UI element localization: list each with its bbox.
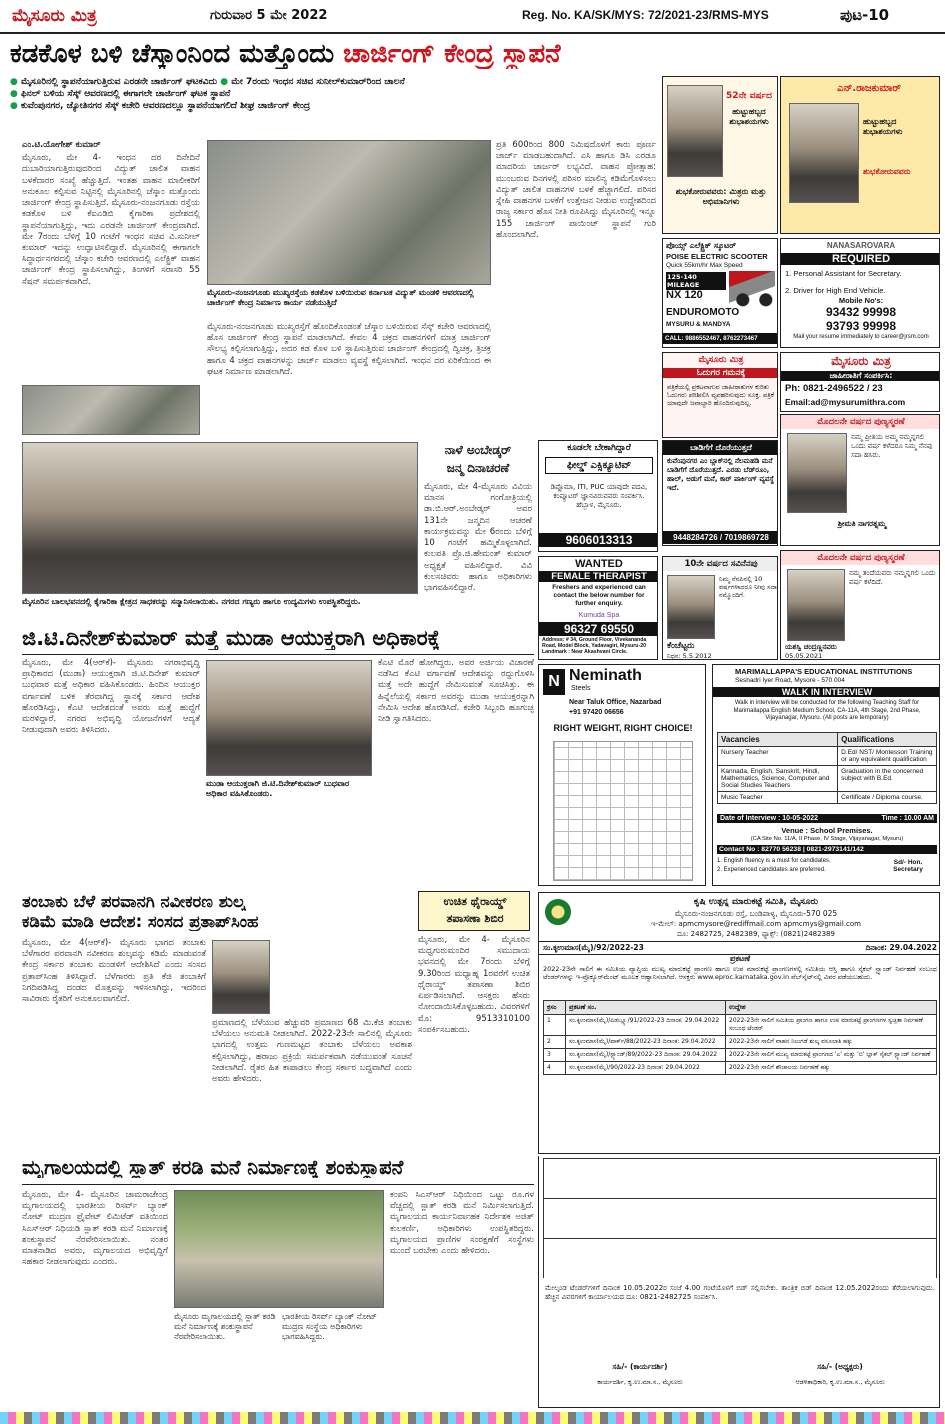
table-row: Music Teacher Certificate / Diploma course. <box>718 792 937 804</box>
tender-ref: ಸಂ.ಕೃಉಮಾಸ(ಮೈ)/92/2022-23 <box>543 943 644 952</box>
zoo-photo-caption-1: ಮೈಸೂರು ಮೃಗಾಲಯದಲ್ಲಿ ಸ್ಲಾತ್ ಕರಡಿ ಮನೆ ನಿರ್ಮಾಣಕ್ಕೆ ಶಂಕುಸ್ಥಾಪನೆ ನೆರವೇರಿಸಲಾಯಿತು. <box>174 1312 276 1341</box>
required-ad <box>780 238 940 348</box>
portrait-photo <box>787 433 847 513</box>
electric-scooter-ad <box>662 238 778 348</box>
birthday-ad-1-title: 52ನೇ ವರ್ಷದ <box>726 91 772 101</box>
obituary-3-body: ನಮ್ಮ ತಂದೆಯವರು ನಮ್ಮನ್ನಗಲಿ ಒಂದು ವರ್ಷ ಕಳೆದಿದೆ. <box>849 569 936 587</box>
rent-ad <box>662 440 778 546</box>
zoo-column-1: ಮೈಸೂರು, ಮೇ 4- ಮೈಸೂರಿನ ಚಾಮರಾಜೇಂದ್ರ ಮೃಗಾಲಯದಲ್ಲಿ ಭಾರತೀಯ ರಿಸರ್ವ್ ಬ್ಯಾಂಕ್ ನೋಟ್ ಮುದ್ರಣ ಪ್ರೈವೇಟ್ ಲಿಮಿಟೆಡ್ ವತಿಯಿಂದ ಸಿಎಸ್‌ಆರ್ ನಿಧಿಯಡಿ ಸ್ಲಾತ್ ಕರಡಿ ಮನೆ ನಿರ್ಮಾಣಕ್ಕೆ ಶಂಕುಸ್ಥಾಪನೆ ನೆರವೇರಿಸಲಾಯಿತು. ನಂತರ ಮಾತನಾಡಿದ ಅವರು, ಮೃಗಾಲಯದ ಅಭಿವೃದ್ಧಿಗೆ ಸಹಕಾರ ನೀಡಲಾಗುವುದು ಎಂದರು. <box>22 1190 168 1268</box>
tender-table-continued <box>543 1158 937 1278</box>
page-number: ಪುಟ-10 <box>840 6 890 24</box>
therapist-ad-body: Freshers and experienced can contact the below number for further enquiry. <box>552 584 646 608</box>
lead-column-3: ಪ್ರತಿ 600ರಿಂದ 800 ನಿಮಿಷದೊಳಗೆ ಕಾರು ಪೂರ್ಣ ಚಾರ್ಜ್ ಮಾಡಬಹುದಾಗಿದೆ. ಎಸಿ ಹಾಗೂ ಡಿಸಿ ಎರಡೂ ಮಾದರಿಯ ಚಾರ್ಜರ್ ಲಭ್ಯವಿದೆ. ವಾಹನ ಪ್ರೋತ್ಸಾಹ: ಮುಂಬರುವ ದಿನಗಳಲ್ಲಿ ಪರಿಸರ ಮಾಲಿನ್ಯ ಕಡಿಮೆಗೊಳಿಸಲು ವಿದ್ಯುತ್ ಚಾಲಿತ ವಾಹನಗಳ ಬಳಕೆ ಹೆಚ್ಚಾಗಲಿದೆ. ಪರಿಸರ ಸ್ನೇಹಿ ವಾಹನಗಳ ಬಳಕೆಗೆ ಉತ್ತೇಜನ ನೀಡುವ ಉದ್ದೇಶದಿಂದ ರಾಜ್ಯ ಸರ್ಕಾರ ಹೊಸ ನೀತಿ ರೂಪಿಸಿದ್ದು ಮೈಸೂರಿನಲ್ಲಿ ಇನ್ನೂ 155 ಚಾರ್ಜಿಂಗ್ ಪಾಯಿಂಟ್ ಸ್ಥಾಪನೆ ಗುರಿ ಹೊಂದಲಾಗಿದೆ. <box>496 140 656 240</box>
tobacco-column-2: ಪ್ರಮಾಣದಲ್ಲಿ ಬೆಳೆಯುವ ಹೆಚ್ಚುವರಿ ಪ್ರಮಾಣದ 68 ಮಿ.ಕೆಜಿ ತಂಬಾಕು ಬೆಳೆಯಲು ಅನುಮತಿ ನೀಡಲಾಗಿದೆ. 2022-23ನೇ ಸಾಲಿನಲ್ಲಿ ಮೈಸೂರು ಭಾಗದಲ್ಲಿ ಉತ್ತಮ ಗುಣಮಟ್ಟದ ತಂಬಾಕು ಬೆಳೆಯಲು ಅವಕಾಶ ಕಲ್ಪಿಸಲಾಗಿದ್ದು, ಹರಾಜು ಪ್ರಕ್ರಿಯೆ ಸಮರ್ಪಕವಾಗಿ ನಡೆಯುವಂತೆ ಸೂಚನೆ ನೀಡಲಾಗಿದೆ. ರೈತರ ಹಿತ ಕಾಪಾಡಲು ಕೇಂದ್ರ ಸರ್ಕಾರ ಬದ್ಧವಾಗಿದೆ ಎಂದು ಅವರು ಹೇಳಿದರು. <box>212 1018 412 1085</box>
scooter-ad-mileage: 125-140 MILEAGE <box>666 272 726 290</box>
ambedkar-headline-1: ನಾಳೆ ಅಂಬೇಡ್ಕರ್ <box>444 443 512 457</box>
apmc-tender-notice-lower <box>538 1156 940 1408</box>
required-ad-title: REQUIRED <box>781 253 940 265</box>
zoo-column-2: ಕಂಪನಿ ಸಿಎಸ್‌ಆರ್ ನಿಧಿಯಿಂದ ಒಟ್ಟು ರೂ.ಗಳ ವೆಚ್ಚದಲ್ಲಿ ಸ್ಲಾತ್ ಕರಡಿ ಮನೆ ನಿರ್ಮಿಸಲಾಗುತ್ತಿದೆ. ಮೃಗಾಲಯದ ಕಾರ್ಯನಿರ್ವಾಹಕ ನಿರ್ದೇಶಕ ಅಜಿತ್ ಕುಲಕರ್ಣಿ, ಅಧಿಕಾರಿಗಳು ಉಪಸ್ಥಿತರಿದ್ದರು. ಮೃಗಾಲಯದ ಪ್ರಾಣಿಗಳ ಸಂರಕ್ಷಣೆಗೆ ಸಂಸ್ಥೆಗಳು ಮುಂದೆ ಬರಬೇಕು ಎಂದು ಹೇಳಿದರು. <box>390 1190 534 1257</box>
divider <box>22 654 534 655</box>
interview-date-bar <box>717 814 937 823</box>
scooter-ad-location: MYSURU & MANDYA <box>666 321 731 328</box>
tender-sign-left-title: ಕಾರ್ಯದರ್ಶಿ, ಕೃ.ಉ.ಮಾ.ಸ., ಮೈಸೂರು <box>597 1378 683 1386</box>
tender-address: ಮೈಸೂರು-ನಂಜನಗೂಡು ರಸ್ತೆ, ಬಂಡಿಪಾಳ್ಯ, ಮೈಸೂರು-570 025 <box>674 909 838 918</box>
tender-table <box>543 1000 937 1075</box>
interview-venue-address: (CA Site No. 11/A, II Phase, IV Stage, Vijayanagar, Mysuru) <box>750 836 904 842</box>
readers-notice-ad <box>662 352 778 438</box>
birthday-ad-2-name: ಎನ್.ರಾಜಕುಮಾರ್ <box>837 83 901 94</box>
therapist-ad-address: Address: # 34, Ground Floor, Vivekananda Road, Model Block, Yadavagiri, Mysuru-20 Landmark : Near Akashvani Circle. <box>542 637 647 656</box>
thyroid-camp-headline-1: ಉಚಿತ ಥೈರಾಯ್ಡ್ <box>443 895 507 908</box>
tender-ref-bar <box>539 941 940 955</box>
dinesh-photo <box>206 660 372 776</box>
neminath-ad <box>538 664 706 886</box>
neminath-phone: +91 97420 06656 <box>569 709 624 716</box>
neminath-address: Near Taluk Office, Nazarbad <box>569 699 662 706</box>
required-ad-mobile-1: 93432 99998 <box>825 305 897 319</box>
obituary-ad-3 <box>780 550 940 660</box>
apmc-logo-icon <box>545 899 571 925</box>
zoo-headline: ಮೃಗಾಲಯದಲ್ಲಿ ಸ್ಲಾತ್ ಕರಡಿ ಮನೆ ನಿರ್ಮಾಣಕ್ಕೆ ಶಂಕುಸ್ಥಾಪನೆ <box>22 1157 404 1179</box>
readers-notice-body: ಪತ್ರಿಕೆಯಲ್ಲಿ ಪ್ರಕಟವಾಗುವ ಜಾಹೀರಾತುಗಳ ಕುರಿತು ಓದುಗರು ಪರಿಶೀಲಿಸಿ ವ್ಯವಹರಿಸುವುದು ಸೂಕ್ತ. ಪತ್ರಿಕೆ ಯಾವುದೇ ಜವಾಬ್ದಾರಿ ಹೊಂದಿರುವುದಿಲ್ಲ. <box>667 383 775 408</box>
interview-sign: Sd/- Hon. Secretary <box>893 859 923 873</box>
required-ad-line1: 1. Personal Assistant for Secretary. <box>785 269 902 278</box>
dinesh-column-2: ಕೆಎಟಿ ಮೊರೆ ಹೋಗಿದ್ದರು. ಅವರ ಅರ್ಜಿಯ ವಿಚಾರಣೆ ನಡೆಸಿದ ಕೆಎಟಿ ವರ್ಗಾವಣೆ ಆದೇಶವನ್ನು ರದ್ದುಗೊಳಿಸಿ ಮತ್ತೆ ಅದೇ ಹುದ್ದೆಗೆ ನೇಮಿಸುವಂತೆ ಸೂಚಿಸಿತ್ತು. ಈ ಹಿನ್ನೆಲೆಯಲ್ಲಿ ಸರ್ಕಾರ ಅವರನ್ನು ಮುಡಾ ಆಯುಕ್ತರನ್ನಾಗಿ ನೇಮಿಸಿ ಆದೇಶ ಹೊರಡಿಸಿದೆ. ಕಚೇರಿ ಸಿಬ್ಬಂದಿ ಹೂಗುಚ್ಛ ನೀಡಿ ಸ್ವಾಗತಿಸಿದರು. <box>378 658 534 725</box>
tobacco-column-1: ಮೈಸೂರು, ಮೇ 4(ಆರ್‌ಕೆ)- ಮೈಸೂರು ಭಾಗದ ತಂಬಾಕು ಬೆಳೆಗಾರರ ಪರವಾನಗಿ ನವೀಕರಣ ಶುಲ್ಕವನ್ನು ಕಡಿಮೆ ಮಾಡುವಂತೆ ಕೇಂದ್ರ ಸರ್ಕಾರ ತಂಬಾಕು ಮಂಡಳಿಗೆ ಆದೇಶಿಸಿದೆ ಎಂದು ಸಂಸದ ಪ್ರತಾಪ್‌ಸಿಂಹ ತಿಳಿಸಿದ್ದಾರೆ. ಬೆಳೆಗಾರರು ಪ್ರತಿ ಕೆಜಿ ತಂಬಾಕಿಗೆ ನಿಗದಿಪಡಿಸಿದ್ದ ದಂಡದ ಮೊತ್ತವನ್ನು ಇಳಿಸಲಾಗಿದ್ದು, ಇದರಿಂದ ಸಾವಿರಾರು ರೈತರಿಗೆ ಅನುಕೂಲವಾಗಲಿದೆ. <box>22 938 206 1005</box>
tender-email: ಇ-ಮೇಲ್: apmcmysore@rediffmail.com apmcmys@gmail.com <box>650 920 861 928</box>
scooter-image <box>729 271 775 307</box>
vacancy-ad-title: ಕೂಡಲೇ ಬೇಕಾಗಿದ್ದಾರೆ <box>567 443 631 453</box>
walk-in-interview-ad <box>712 664 940 886</box>
tobacco-headline-1: ತಂಬಾಕು ಬೆಳೆ ಪರವಾನಗಿ ನವೀಕರಣ ಶುಲ್ಕ <box>22 893 246 911</box>
print-registration-strip <box>0 1412 945 1424</box>
birthday-ad-2 <box>780 76 940 234</box>
interview-contact: Contact No : 82770 56238 | 0821-2973141/142 <box>717 845 937 854</box>
col-serial: ಕ್ರಸಂ <box>544 1001 566 1015</box>
lead-column-2: ಮೈಸೂರು-ನಂಜನಗೂಡು ಮುಖ್ಯರಸ್ತೆಗೆ ಹೊಂದಿಕೊಂಡಂತೆ ಚೆಸ್ಕಾಂ ಬಳಿಯಿರುವ ಸೆಸ್ಕ್ ಕಚೇರಿ ಆವರಣದಲ್ಲಿ ಹೊಸ ಚಾರ್ಜಿಂಗ್ ಕೇಂದ್ರ ಸ್ಥಾಪನೆ ಮಾಡಲಾಗಿದೆ. ಕೇವಲ 4 ಚಕ್ರದ ವಾಹನಗಳಿಗೆ ಮಾತ್ರ ಚಾರ್ಜಿಂಗ್ ಸೌಲಭ್ಯ ಕಲ್ಪಿಸಲಾಗುತ್ತಿದ್ದು, ಅದರ ಕಡ ಕೊಳ ಬಳಿ ಸ್ಥಾಪಿಸುತ್ತಿರುವ ಚಾರ್ಜಿಂಗ್ ಕೇಂದ್ರದಲ್ಲಿ ದ್ವಿಚಕ್ರ, ತ್ರಿಚಕ್ರ ಹಾಗೂ 4 ಚಕ್ರದ ವಾಹನಗಳನ್ನು ಚಾರ್ಜ್ ಮಾಡಲು ವ್ಯವಸ್ಥೆ ಕಲ್ಪಿಸಲಾಗಿದೆ. ಇಂಧನ ದರ ಏರಿಕೆಯಿಂದ ಈ ಘಟಕ ನಿರ್ಮಾಣ ಮಾಡಲಾಗಿದೆ. <box>207 322 491 377</box>
birthday-ad-2-sub: ಹುಟ್ಟುಹಬ್ಬದ ಶುಭಾಶಯಗಳು <box>863 117 903 136</box>
mitra-contact-sub: ಜಾಹೀರಾತಿಗೆ ಸಂಪರ್ಕಿಸಿ: <box>781 371 940 381</box>
obituary-ad-1 <box>780 414 940 546</box>
portrait-photo <box>787 569 845 641</box>
lead-bullet: ● ಕುವೆಂಪುನಗರ, ಜ್ಯೋತಿನಗರ ಸೆಸ್ಕ್ ಕಚೇರಿ ಆವರಣದಲ್ಲೂ ಸ್ಥಾಪನೆಯಾಗಲಿದೆ ಶೀಘ್ರ ಚಾರ್ಜಿಂಗ್ ಕೇಂದ್ರ <box>10 101 311 112</box>
tobacco-headline-2: ಕಡಿಮೆ ಮಾಡಿ ಆದೇಶ: ಸಂಸದ ಪ್ರತಾಪ್‌ಸಿಂಹ <box>22 913 259 931</box>
required-ad-mobile-label: Mobile No's: <box>838 296 884 305</box>
registration-number: Reg. No. KA/SK/MYS: 72/2021-23/RMS-MYS <box>522 8 769 22</box>
table-row: Kannada, English, Sanskrit, Hindi, Mathematics, Science, Computer and Social Studies Teachers Graduation in the concerned subject with B.Ed. <box>718 766 937 792</box>
interview-note-1: 1. English fluency is a must for candidates. <box>717 858 831 864</box>
neminath-brand: Neminath <box>569 667 642 684</box>
thyroid-camp-headline-box <box>418 891 530 931</box>
therapist-ad-brand: Kumuda Spa <box>578 612 620 619</box>
neminath-logo-icon: N <box>543 669 565 695</box>
portrait-photo <box>667 575 715 639</box>
rent-ad-title: ಬಾಡಿಗೆಗೆ ದೊರೆಯುತ್ತದೆ <box>663 441 778 455</box>
vacancy-ad <box>538 440 658 552</box>
lead-column-1 <box>22 140 200 380</box>
col-vacancies: Vacancies <box>718 733 838 747</box>
table-row: 1 ಸಂ.ಕೃಉಮಾಸ(ಮೈ)/ಪಿಡಬ್ಲ್ಯೂ/91/2022-23 ದಿನಾಂಕ: 29.04.2022 2022-23ನೇ ಸಾಲಿಗೆ ಸಮಿತಿಯ ಪ್ರಾಂಗಣ ಹಾಗೂ ಉಪ ಮಾರುಕಟ್ಟೆ ಪ್ರಾಂಗಣಗಳ ಸ್ವಚ್ಛತಾ ನಿರ್ವಹಣೆ ಸಂಬಂಧ ಟೆಂಡರ್ <box>544 1015 937 1036</box>
neminath-slogan: RIGHT WEIGHT, RIGHT CHOICE! <box>553 723 693 733</box>
issue-date: ಗುರುವಾರ 5 ಮೇ 2022 <box>210 8 328 23</box>
lead-column-1-text: ಮೈಸೂರು, ಮೇ 4- ಇಂಧನ ದರ ದಿನೇದಿನೆ ದುಬಾರಿಯಾಗುತ್ತಿರುವುದರಿಂದ ವಿದ್ಯುತ್ ಚಾಲಿತ ವಾಹನ ಬಳಕೆದಾರರ ಸಂಖ್ಯೆ ಹೆಚ್ಚುತ್ತಿದೆ. ಇಂತಹ ವಾಹನ ಮಾಲೀಕರಿಗೆ ಅನುಕೂಲ ಕಲ್ಪಿಸುವ ನಿಟ್ಟಿನಲ್ಲಿ ಮೈಸೂರಿನಲ್ಲಿ ಚೆಸ್ಕಾಂ ಮತ್ತೊಂದು ಚಾರ್ಜಿಂಗ್ ಕೇಂದ್ರ ಸ್ಥಾಪಿಸುತ್ತಿದೆ. ಮೈಸೂರು-ನಂಜನಗೂಡು ರಸ್ತೆಯ ಕಡಕೊಳ ಬಳಿ ಕೆಐಎಡಿಬಿ ಕೈಗಾರಿಕಾ ಪ್ರದೇಶದಲ್ಲಿ ಸ್ಥಾಪನೆಯಾಗುತ್ತಿದ್ದು, ಇದು ಎರಡನೇ ಚಾರ್ಜಿಂಗ್ ಕೇಂದ್ರವಾಗಿದೆ. ಮೇ 7ರಂದು ಬೆಳಿಗ್ಗೆ 10 ಗಂಟೆಗೆ ಇಂಧನ ಸಚಿವ ವಿ.ಸುನೀಲ್ ಕುಮಾರ್ ಇದನ್ನು ಉದ್ಘಾಟಿಸಲಿದ್ದಾರೆ. ಮೈಸೂರಿನಲ್ಲಿ ಈಗಾಗಲೇ ಸಿದ್ಧಾರ್ಥನಗರದಲ್ಲಿ ಚೆಸ್ಕಾಂ ಕಚೇರಿ ಆವರಣದಲ್ಲಿ ಎಲೆಕ್ಟ್ರಿಕ್ ವಾಹನ ಚಾರ್ಜಿಂಗ್ ಕೇಂದ್ರ ಸ್ಥಾಪಿಸಲಾಗಿದ್ದು, ತಿಂಗಳಿಗೆ ಸರಾಸರಿ 55 ಸೆಷನ್ ಸಮರ್ಪಕವಾಗಿದೆ. <box>22 153 200 287</box>
lead-photo <box>207 140 491 285</box>
mitra-contact-title: ಮೈಸೂರು ಮಿತ್ರ <box>831 354 891 368</box>
table-row: Nursery Teacher D.Ed/ NST/ Montessori Training or any equivalent qualification <box>718 747 937 766</box>
interview-date: Date of Interview : 10-05-2022 <box>720 815 819 822</box>
obituary-1-body: ನಮ್ಮ ಪ್ರೀತಿಯ ಅಮ್ಮ ನಮ್ಮನ್ನಗಲಿ ಒಂದು ವರ್ಷ ಕಳೆದರೂ ನಿಮ್ಮ ನೆನಪು ಸದಾ ಹಸಿರು. <box>851 433 933 460</box>
lead-headline-part1: ಕಡಕೊಳ ಬಳಿ ಚೆಸ್ಕಾಂನಿಂದ ಮತ್ತೊಂದು <box>10 40 344 69</box>
table-row: 4 ಸಂ.ಕೃಉಮಾಸ(ಮೈ)/90/2022-23 ದಿನಾಂಕ: 29.04.2022 2022-23ನೇ ಸಾಲಿಗೆ ಶೌಚಾಲಯ ನಿರ್ವಹಣೆ ಹಕ್ಕು <box>544 1062 937 1075</box>
birthday-ad-1 <box>662 76 778 234</box>
therapist-ad-title-1: WANTED <box>575 558 623 570</box>
apmc-tender-notice <box>538 892 940 1154</box>
lead-bullet: ● ಮೈಸೂರಿನಲ್ಲಿ ಸ್ಥಾಪನೆಯಾಗುತ್ತಿರುವ ಎರಡನೇ ಚಾರ್ಜಿಂಗ್ ಘಟಕವಿದು ● ಮೇ 7ರಂದು ಇಂಧನ ಸಚಿವ ಸುನೀಲ್‌ಕುಮಾರ್‌ರಿಂದ ಚಾಲನೆ <box>10 77 405 87</box>
felicitation-photo <box>22 442 418 594</box>
tender-subject: ಪ್ರಕಟಣೆ <box>729 954 751 963</box>
obituary-1-title: ಮೊದಲನೇ ವರ್ಷದ ಪುಣ್ಯಸ್ಮರಣೆ <box>781 415 940 429</box>
interview-intro: Walk in interview will be conducted for the following Teaching Staff for Marimallappa English Medium School, CA-11A, 4th Stage, 2nd Phase, Vijayanagar, Mysuru. (All posts are temporary) <box>733 700 921 721</box>
tender-schedule: ಮೇಲ್ಕಂಡ ಟೆಂಡರ್‌ಗಳಿಗೆ ದಿನಾಂಕ 10.05.2022ರ ಸಂಜೆ 4.00 ಗಂಟೆಯೊಳಗೆ ಬಿಡ್ ಸಲ್ಲಿಸಬೇಕು. ತಾಂತ್ರಿಕ ಬಿಡ್ ದಿನಾಂಕ 12.05.2022ರಂದು ತೆರೆಯಲಾಗುವುದು. ಹೆಚ್ಚಿನ ವಿವರಗಳಿಗೆ ಕಾರ್ಯಾಲಯದ ದೂ: 0821-2482725 ಸಂಪರ್ಕಿಸಿ. <box>545 1284 935 1302</box>
obituary-2-title: 10ನೇ ವರ್ಷದ ಸವಿನೆನಪು <box>663 557 778 571</box>
therapist-ad-title-2: FEMALE THERAPIST <box>539 571 658 582</box>
obituary-ad-2 <box>662 556 778 660</box>
vacancy-ad-body: ಡಿಪ್ಲೊಮಾ, ITI, PUC ಯಾವುದೇ ಪದವಿ, ಕಂಪ್ಯೂಟರ್ ಜ್ಞಾನವಿರುವವರು ಸಂಪರ್ಕಿಸಿ. ಹೆಬ್ಬಾಳ, ಮೈಸೂರು. <box>550 483 648 510</box>
building-sketch <box>553 741 693 881</box>
rent-ad-body: ಕುವೆಂಪುನಗರ ಎಂ ಬ್ಲಾಕ್‌ನಲ್ಲಿ ನೆಲಮಹಡಿ ಮನೆ ಬಾಡಿಗೆಗೆ ದೊರೆಯುತ್ತದೆ. ಎರಡು ಬೆಡ್‌ರೂಂ, ಹಾಲ್, ಅಡುಗೆ ಮನೆ, ಕಾರ್ ಪಾರ್ಕಿಂಗ್ ವ್ಯವಸ್ಥೆ ಇದೆ. <box>667 457 775 493</box>
tender-title: ಕೃಷಿ ಉತ್ಪನ್ನ ಮಾರುಕಟ್ಟೆ ಸಮಿತಿ, ಮೈಸೂರು <box>693 897 819 907</box>
scooter-ad-title: POISE ELECTRIC SCOOTER <box>666 252 768 261</box>
vacancy-ad-role: ಫೀಲ್ಡ್ ಎಕ್ಸಿಕ್ಯೂಟಿವ್ <box>545 457 653 474</box>
birthday-ad-1-sub: ಹುಟ್ಟುಹಬ್ಬದ ಶುಭಾಶಯಗಳು <box>729 107 769 126</box>
masthead <box>0 0 945 34</box>
table-row: 2 ಸಂ.ಕೃಉಮಾಸ(ಮೈ)/ಪಾರ್ಕ್/88/2022-23 ದಿನಾಂಕ: 29.04.2022 2022-23ನೇ ಸಾಲಿಗೆ ವಾಹನ ನಿಲುಗಡೆ ಶುಲ್ಕ ವಸೂಲಾತಿ ಹಕ್ಕು <box>544 1036 937 1049</box>
col-ref: ಪ್ರಕಟಣೆ ಸಂ. <box>566 1001 726 1015</box>
birthday-ad-1-foot: ಶುಭಕೋರುವವರು: ಮಿತ್ರರು ಮತ್ತು ಅಭಿಮಾನಿಗಳು <box>675 187 767 206</box>
scooter-ad-speed: Quick 55km/hr Max Speed <box>666 262 743 269</box>
dinesh-headline: ಜಿ.ಟಿ.ದಿನೇಶ್‌ಕುಮಾರ್ ಮತ್ತೆ ಮುಡಾ ಆಯುಕ್ತರಾಗಿ ಅಧಿಕಾರಕ್ಕೆ <box>22 627 440 650</box>
scooter-ad-phone: CALL: 9886552467, 8762273467 <box>663 333 778 344</box>
newspaper-logo: ಮೈಸೂರು ಮಿತ್ರ <box>12 6 97 26</box>
required-ad-line2: 2. Driver for High End Vehicle. <box>785 286 886 295</box>
obituary-3-name: ಯಶಸ್ವಿ ಚಂದ್ರಣ್ಣನವರು <box>785 643 837 651</box>
ambedkar-body: ಮೈಸೂರು, ಮೇ 4-ಮೈಸೂರು ವಿವಿಯ ಮಾನಸ ಗಂಗೋತ್ರಿಯಲ್ಲಿ ಡಾ.ಬಿ.ಆರ್.ಅಂಬೇಡ್ಕರ್ ಅವರ 131ನೇ ಜನ್ಮದಿನ ಆಚರಣೆ ಕಾರ್ಯಕ್ರಮವನ್ನು ಮೇ 6ರಂದು ಬೆಳಿಗ್ಗೆ 10 ಗಂಟೆಗೆ ಹಮ್ಮಿಕೊಳ್ಳಲಾಗಿದೆ. ಕುಲಪತಿ ಪ್ರೊ.ಜಿ.ಹೇಮಂತ್ ಕುಮಾರ್ ಅಧ್ಯಕ್ಷತೆ ವಹಿಸಲಿದ್ದಾರೆ. ವಿವಿ ಕುಲಸಚಿವರು ಹಾಗೂ ಅಧಿಕಾರಿಗಳು ಭಾಗವಹಿಸಲಿದ್ದಾರೆ. <box>424 482 532 593</box>
thyroid-camp-headline-2: ತಪಾಸಣಾ ಶಿಬಿರ <box>446 912 504 925</box>
ambedkar-headline-2: ಜನ್ಮ ದಿನಾಚರಣೆ <box>446 461 510 475</box>
vacancy-ad-phone: 9606013313 <box>539 533 658 547</box>
tender-sign-left: ಸಹಿ/- (ಕಾರ್ಯದರ್ಶಿ) <box>612 1362 668 1371</box>
felicitation-photo-caption: ಮೈಸೂರಿನ ಬಾಲಭವನದಲ್ಲಿ ಕೈಗಾರಿಕಾ ಕ್ಷೇತ್ರದ ಸಾಧಕರನ್ನು ಸನ್ಮಾನಿಸಲಾಯಿತು. ನಗರದ ಗಣ್ಯರು ಹಾಗೂ ಉದ್ಯಮಿಗಳು ಉಪಸ್ಥಿತರಿದ್ದರು. <box>22 597 361 606</box>
scooter-ad-model: NX 120 <box>666 289 703 301</box>
tender-ref-date: ದಿನಾಂಕ: 29.04.2022 <box>865 943 937 952</box>
lead-byline: ಎಂ.ಟಿ.ಯೋಗೇಶ್ ಕುಮಾರ್ <box>22 140 101 150</box>
divider <box>22 1184 534 1185</box>
lead-photo-secondary <box>22 385 200 435</box>
therapist-ad-phone: 96327 69550 <box>539 622 658 636</box>
neminath-sub: Steels <box>571 685 591 692</box>
mitra-contact-ad <box>780 352 940 412</box>
obituary-3-date: 05.05.2021 <box>785 652 823 660</box>
interview-time: Time : 10.00 AM <box>881 815 934 822</box>
col-qualifications: Qualifications <box>838 733 937 747</box>
interview-banner: WALK IN INTERVIEW <box>713 687 940 697</box>
required-ad-brand: NANASAROVARA <box>826 241 896 250</box>
lead-bullets <box>10 76 660 136</box>
obituary-2-date: ನಿಧನ: 5.5.2012 <box>667 652 712 660</box>
obituary-3-title: ಮೊದಲನೇ ವರ್ಷದ ಪುಣ್ಯಸ್ಮರಣೆ <box>781 551 940 565</box>
lead-headline-part2: ಚಾರ್ಜಿಂಗ್ ಕೇಂದ್ರ ಸ್ಥಾಪನೆ <box>343 40 561 69</box>
dinesh-photo-caption: ಮುಡಾ ಆಯುಕ್ತರಾಗಿ ಜಿ.ಟಿ.ದಿನೇಶ್‌ಕುಮಾರ್ ಬುಧವಾರ ಅಧಿಕಾರ ವಹಿಸಿಕೊಂಡರು. <box>206 779 350 798</box>
obituary-2-body: ನಿಮ್ಮ ನೆನಪಿನಲ್ಲಿ 10 ವರ್ಷಗಳಾದರೂ ನೀವು ಸದಾ ನಮ್ಮೊಂದಿಗೆ. <box>719 575 777 600</box>
birthday-ad-2-foot: ಶುಭಕೋರುವವರು <box>863 167 911 176</box>
lead-photo-caption: ಮೈಸೂರು-ನಂಜನಗೂಡು ಮುಖ್ಯರಸ್ತೆಯ ಕಡಕೊಳ ಬಳಿಯಿರುವ ಕರ್ನಾಟಕ ವಿದ್ಯುತ್ ಮಂಡಳಿ ಆವರಣದಲ್ಲಿ ಚಾರ್ಜಿಂಗ್ ಕೇಂದ್ರ ನಿರ್ಮಾಣ ಕಾರ್ಯ ನಡೆಯುತ್ತಿದೆ <box>207 288 474 307</box>
obituary-1-name: ಶ್ರೀಮತಿ ನಾಗರತ್ನಮ್ಮ <box>837 519 887 528</box>
dinesh-column-1: ಮೈಸೂರು, ಮೇ 4(ಆರ್‌ಕೆ)- ಮೈಸೂರು ನಗರಾಭಿವೃದ್ಧಿ ಪ್ರಾಧಿಕಾರದ (ಮುಡಾ) ಆಯುಕ್ತರಾಗಿ ಜಿ.ಟಿ.ದಿನೇಶ್ ಕುಮಾರ್ ಬುಧವಾರ ಮತ್ತೆ ಅಧಿಕಾರ ವಹಿಸಿಕೊಂಡರು. ಹಿಂದಿನ ಆಯುಕ್ತರ ವರ್ಗಾವಣೆ ಬಳಿಕ ತೆರವಾಗಿದ್ದ ಸ್ಥಾನಕ್ಕೆ ಸರ್ಕಾರ ಆದೇಶ ಹೊರಡಿಸಿದ್ದು, ಕೆಎಟಿ ಆದೇಶದಂತೆ ಅವರು ಮತ್ತೆ ಹುದ್ದೆಗೆ ಮರಳಿದ್ದಾರೆ. ನಗರದ ಅಭಿವೃದ್ಧಿ ಯೋಜನೆಗಳಿಗೆ ಆದ್ಯತೆ ನೀಡುವುದಾಗಿ ಅವರು ತಿಳಿಸಿದರು. <box>22 658 200 736</box>
tender-intro: 2022-23ನೇ ಸಾಲಿಗೆ ಈ ಸಮಿತಿಯ ವ್ಯಾಪ್ತಿಯ ಮುಖ್ಯ ಮಾರುಕಟ್ಟೆ ಪ್ರಾಂಗಣ ಹಾಗೂ ಉಪ ಮಾರುಕಟ್ಟೆ ಪ್ರಾಂಗಣಗಳಲ್ಲಿ ಸಮಿತಿಯ ಆಸ್ತಿ ಹಾಗೂ ಸೈಕಲ್ ಸ್ಟ್ಯಾಂಡ್ ನಿರ್ವಹಣೆ ಸಂಬಂಧ ಟೆಂಡರ್‌ಗಳನ್ನು ಇ-ಪ್ರೊಕ್ಯೂರ್‌ಮೆಂಟ್ ಮೂಲಕ ಆಹ್ವಾನಿಸಲಾಗಿದೆ. ಆಸಕ್ತರು www.eproc.karnataka.gov.in ವೆಬ್‌ಸೈಟ್‌ನಲ್ಲಿ ವಿವರ ಪಡೆಯಬಹುದು. <box>543 965 937 982</box>
obituary-2-name: ಕೆಂಚೆಟ್ಟರು <box>667 641 695 651</box>
mitra-contact-phone: Ph: 0821-2496522 / 23 <box>785 383 883 394</box>
table-row: 3 ಸಂ.ಕೃಉಮಾಸ(ಮೈ)/ಸ್ಟ್ಯಾಂಡ್/89/2022-23 ದಿನಾಂಕ: 29.04.2022 2022-23ನೇ ಸಾಲಿಗೆ ಮುಖ್ಯ ಮಾರುಕಟ್ಟೆ ಪ್ರಾಂಗಣದ 'ಎ' ಮತ್ತು 'ಬಿ' ಬ್ಲಾಕ್ ಸೈಕಲ್ ಸ್ಟ್ಯಾಂಡ್ ನಿರ್ವಹಣೆ <box>544 1049 937 1062</box>
portrait-photo <box>789 103 859 203</box>
zoo-photo-caption-2: ಭಾರತೀಯ ರಿಸರ್ವ್ ಬ್ಯಾಂಕ್ ನೋಟ್ ಮುದ್ರಣ ಸಂಸ್ಥೆಯ ಅಧಿಕಾರಿಗಳು ಭಾಗವಹಿಸಿದ್ದರು. <box>282 1312 377 1341</box>
rent-ad-phone: 9448284726 / 7019869728 <box>663 531 778 544</box>
required-ad-mobile-2: 93793 99998 <box>825 319 897 333</box>
lead-headline <box>10 40 660 69</box>
school-title: MARIMALLAPPA'S EDUCATIONAL INSTITUTIONS <box>735 667 913 676</box>
therapist-ad <box>538 556 658 660</box>
tender-phone: ದೂ: 2482725, 2482389, ಫ್ಯಾಕ್ಸ್: (0821)2482389 <box>677 930 835 938</box>
tender-sign-right: ಸಹಿ/- (ಅಧ್ಯಕ್ಷರು) <box>817 1362 863 1371</box>
interview-note-2: 2. Experienced candidates are preferred. <box>717 867 826 873</box>
interview-venue: Venue : School Premises. <box>781 826 873 835</box>
lead-bullet: ● ಫಿನಲ್ ಬಳಿಯ ಸೆಸ್ಕ್ ಆವರಣದಲ್ಲಿ ಈಗಾಗಲೇ ಚಾರ್ಜಿಂಗ್ ಘಟಕ ಸ್ಥಾಪನೆ <box>10 89 231 100</box>
school-address: Seshadri Iyer Road, Mysore - 570 004 <box>735 677 845 684</box>
scooter-ad-brand: ENDUROMOTO <box>666 307 740 318</box>
readers-notice-sub: ಓದುಗರ ಗಮನಕ್ಕೆ <box>663 368 778 378</box>
tender-sign-right-title: ಆಡಳಿತಾಧಿಕಾರಿ, ಕೃ.ಉ.ಮಾ.ಸ., ಮೈಸೂರು <box>795 1378 885 1386</box>
col-purpose: ಉದ್ದೇಶ <box>726 1001 937 1015</box>
zoo-photo <box>174 1190 384 1308</box>
thyroid-camp-body: ಮೈಸೂರು, ಮೇ 4- ಮೈಸೂರಿನ ಮಧ್ವಗುರುಮಂದಿರ ಸಮುದಾಯ ಭವನದಲ್ಲಿ ಮೇ 7ರಂದು ಬೆಳಿಗ್ಗೆ 9.30ರಿಂದ ಮಧ್ಯಾಹ್ನ 1ರವರೆಗೆ ಉಚಿತ ಥೈರಾಯ್ಡ್ ತಪಾಸಣಾ ಶಿಬಿರ ಏರ್ಪಡಿಸಲಾಗಿದೆ. ಆಸಕ್ತರು ಹೆಸರು ನೋಂದಾಯಿಸಿಕೊಳ್ಳಬಹುದು. ವಿವರಗಳಿಗೆ ಮೊ: 9513310100 ಸಂಪರ್ಕಿಸಬಹುದು. <box>418 935 530 1035</box>
required-ad-mail: Mail your resume immediately to career@jrsm.com <box>793 334 929 340</box>
tobacco-column-2-top <box>274 938 412 1016</box>
vacancy-table <box>717 732 937 804</box>
pratap-simha-photo <box>212 940 270 1014</box>
mitra-contact-email: Email:ad@mysurumithra.com <box>785 397 906 407</box>
readers-notice-title: ಮೈಸೂರು ಮಿತ್ರ <box>698 355 744 365</box>
scooter-ad-top: ಪೊಯ್ಸ್ ಎಲೆಕ್ಟ್ರಿಕ್ ಸ್ಕೂಟರ್ <box>666 241 736 250</box>
portrait-photo <box>667 85 723 177</box>
